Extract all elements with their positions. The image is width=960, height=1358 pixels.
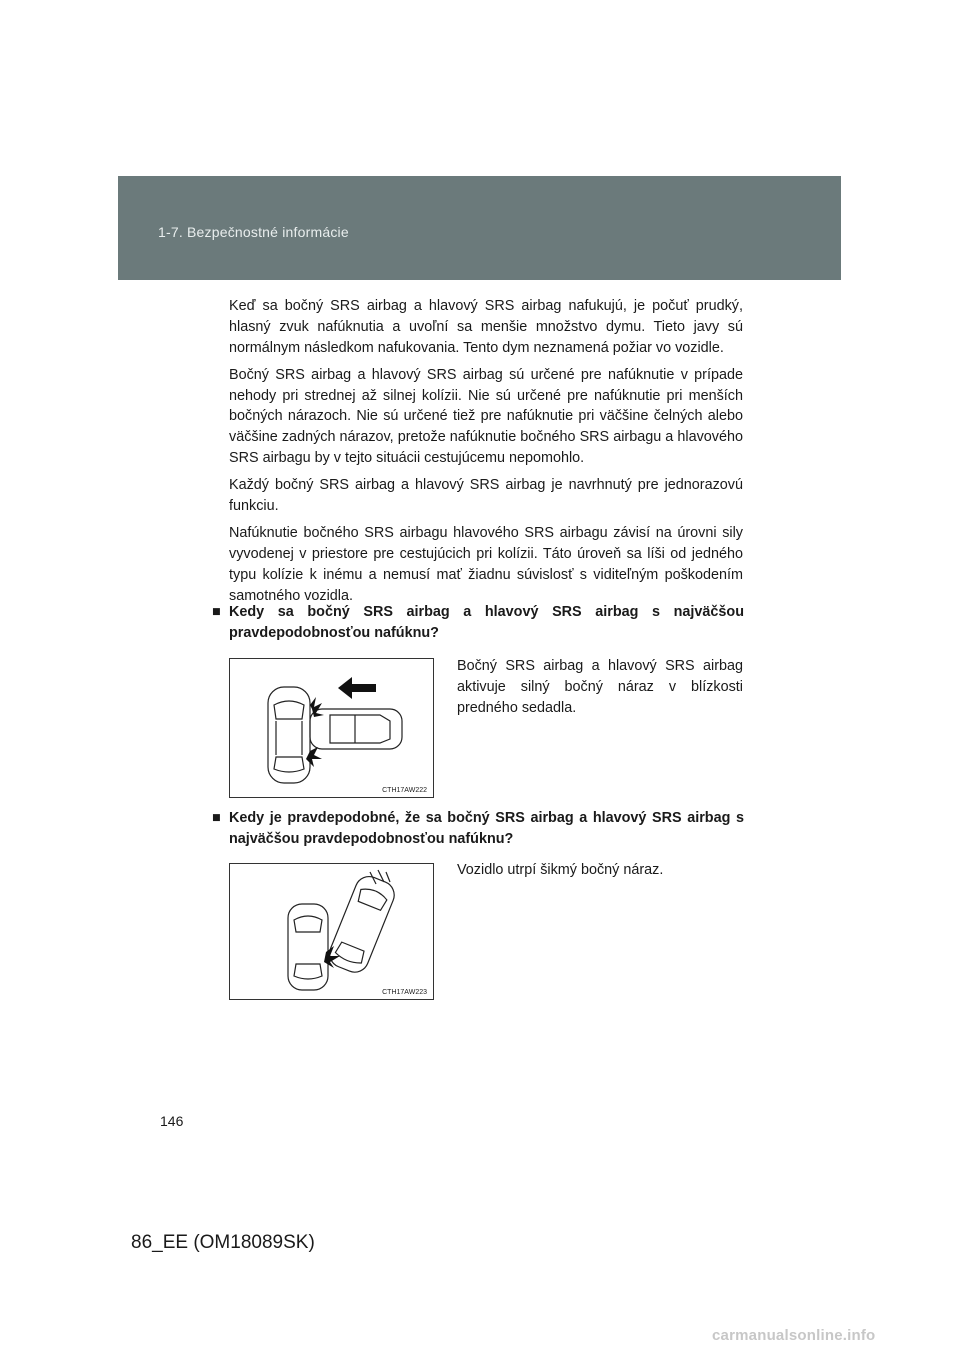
question-heading-2	[212, 808, 744, 850]
paragraph: Nafúknutie bočného SRS airbagu hlavového SRS airbagu závisí na úrovni sily vyvodenej v priestore pre cestujúcich pri kolízii. Táto úroveň sa líši od jedného typu kolízie k inému a nemusí mať žiadnu súvislosť s viditeľným poškodením samotného vozidla.	[229, 525, 743, 604]
question-text: Kedy sa bočný SRS airbag a hlavový SRS airbag s najväčšou pravdepodobnosťou nafúknu?	[229, 604, 744, 641]
header-band	[118, 176, 841, 280]
page-number: 146	[160, 1113, 184, 1129]
paragraph: Každý bočný SRS airbag a hlavový SRS airbag je navrhnutý pre jednorazovú funkciu.	[229, 477, 743, 515]
section-title: 1-7. Bezpečnostné informácie	[158, 224, 349, 240]
figure-caption: Bočný SRS airbag a hlavový SRS airbag aktivuje silný bočný náraz v blízkosti predného sedadla.	[457, 658, 743, 716]
paragraph: Keď sa bočný SRS airbag a hlavový SRS airbag nafukujú, je počuť prudký, hlasný zvuk nafúknutia a uvoľní sa menšie množstvo dymu. Tieto javy sú normálnym následkom nafukovania. Tento dym neznamená požiar vo vozidle.	[229, 298, 743, 356]
question-text: Kedy je pravdepodobné, že sa bočný SRS airbag a hlavový SRS airbag s najväčšou pravdepodobnosťou nafúknu?	[229, 810, 744, 847]
square-bullet-icon: ■	[212, 604, 221, 620]
square-bullet-icon: ■	[212, 810, 221, 826]
figure-code: CTH17AW222	[382, 787, 427, 794]
watermark: carmanualsonline.info	[712, 1327, 876, 1344]
question-heading-1	[212, 602, 744, 644]
paragraph: Bočný SRS airbag a hlavový SRS airbag sú určené pre nafúknutie v prípade nehody pri strednej až silnej kolízii. Nie sú určené pre nafúknutie pri menších bočných nárazoch. Nie sú určené tiež pre nafúknutie pri väčšine čelných alebo väčšine zadných nárazov, pretože nafúknutie bočného SRS airbagu a hlavového SRS airbagu by v tejto situácii cestujúcemu nepomohlo.	[229, 366, 743, 467]
oblique-impact-figure	[229, 863, 434, 1000]
figure-code: CTH17AW223	[382, 989, 427, 996]
figure-caption: Vozidlo utrpí šikmý bočný náraz.	[457, 862, 664, 878]
side-impact-illustration	[230, 659, 433, 797]
side-impact-figure	[229, 658, 434, 798]
oblique-impact-illustration	[230, 864, 433, 999]
document-code: 86_EE (OM18089SK)	[131, 1232, 315, 1253]
body-text	[229, 296, 743, 613]
